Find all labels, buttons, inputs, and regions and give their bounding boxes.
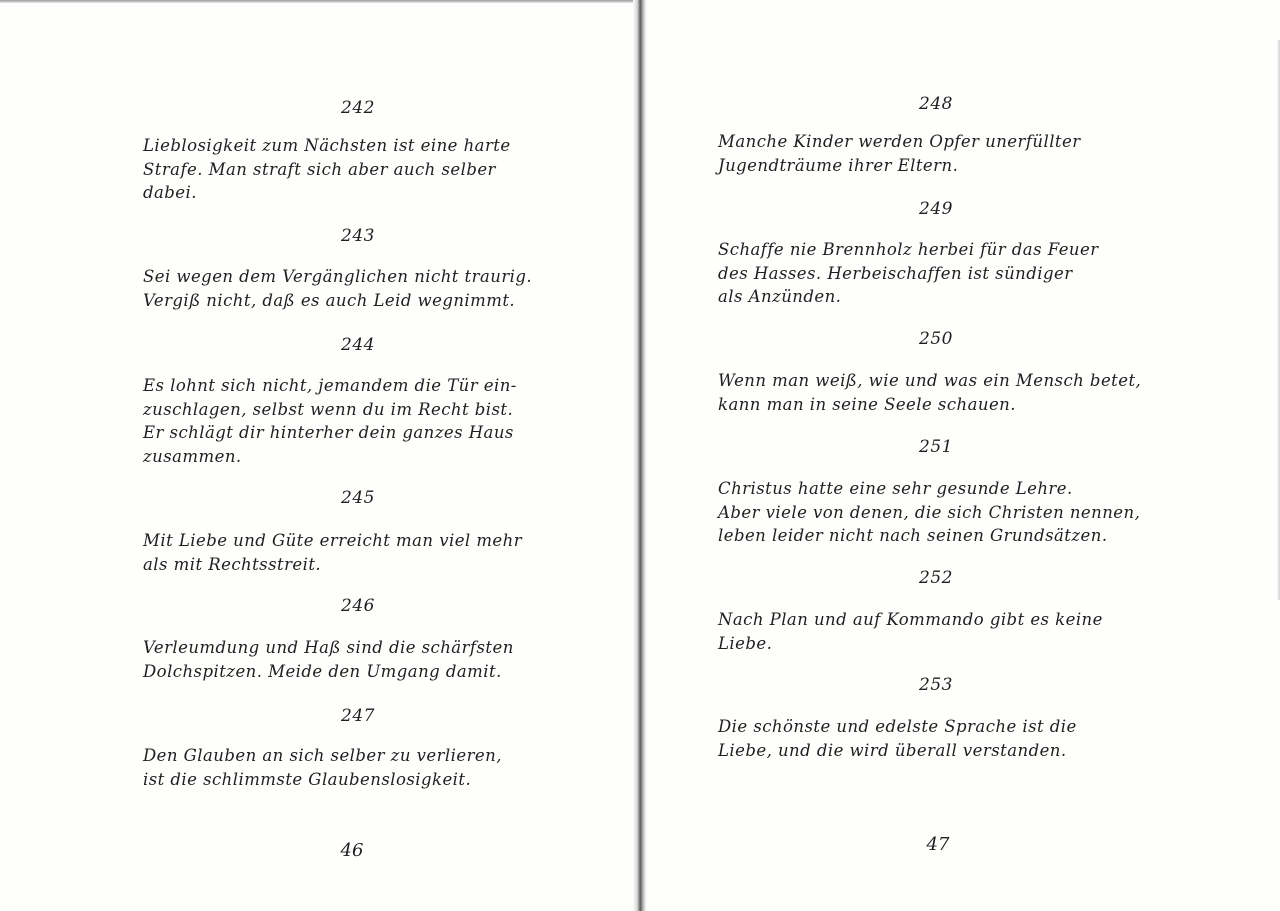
- aphorism-text: Verleumdung und Haß sind die schärfsten Dolchspitzen. Meide den Umgang damit.: [143, 638, 514, 681]
- page-number: 46: [340, 840, 364, 861]
- aphorism-text: Mit Liebe und Güte erreicht man viel mehr als mit Rechtsstreit.: [143, 531, 523, 574]
- aphorism-text: Manche Kinder werden Opfer unerfüllter Jugendträume ihrer Eltern.: [718, 132, 1081, 175]
- aphorism-number: 253: [919, 675, 953, 695]
- aphorism-number: 245: [341, 488, 375, 508]
- aphorism-text: Schaffe nie Brennholz herbei für das Feuer des Hasses. Herbeischaffen ist sündiger als Anzünden.: [718, 240, 1099, 306]
- left-page: [0, 0, 633, 911]
- aphorism-number: 249: [919, 199, 953, 219]
- aphorism-number: 246: [341, 596, 375, 616]
- aphorism-number: 242: [341, 98, 375, 118]
- aphorism-text: Es lohnt sich nicht, jemandem die Tür ein- zuschlagen, selbst wenn du im Recht bist. Er schlägt dir hinterher dein ganzes Haus zusammen.: [143, 376, 517, 466]
- aphorism-number: 244: [341, 335, 375, 355]
- page-number: 47: [926, 834, 950, 855]
- aphorism-number: 247: [341, 706, 375, 726]
- aphorism-number: 243: [341, 226, 375, 246]
- aphorism-number: 252: [919, 568, 953, 588]
- aphorism-text: Die schönste und edelste Sprache ist die Liebe, und die wird überall verstanden.: [718, 717, 1077, 760]
- aphorism-text: Den Glauben an sich selber zu verlieren, ist die schlimmste Glaubenslosigkeit.: [143, 746, 502, 789]
- aphorism-text: Sei wegen dem Vergänglichen nicht traurig. Vergiß nicht, daß es auch Leid wegnimmt.: [143, 267, 533, 310]
- aphorism-number: 248: [919, 94, 953, 114]
- aphorism-text: Lieblosigkeit zum Nächsten ist eine harte Strafe. Man straft sich aber auch selber dabei.: [143, 136, 511, 202]
- book-gutter: [633, 0, 647, 911]
- aphorism-number: 251: [919, 437, 953, 457]
- aphorism-number: 250: [919, 329, 953, 349]
- aphorism-text: Nach Plan und auf Kommando gibt es keine Liebe.: [718, 610, 1103, 653]
- aphorism-text: Christus hatte eine sehr gesunde Lehre. Aber viele von denen, die sich Christen nennen, leben leider nicht nach seinen Grundsätzen.: [718, 479, 1141, 545]
- aphorism-text: Wenn man weiß, wie und was ein Mensch betet, kann man in seine Seele schauen.: [718, 371, 1142, 414]
- right-page: [647, 0, 1280, 911]
